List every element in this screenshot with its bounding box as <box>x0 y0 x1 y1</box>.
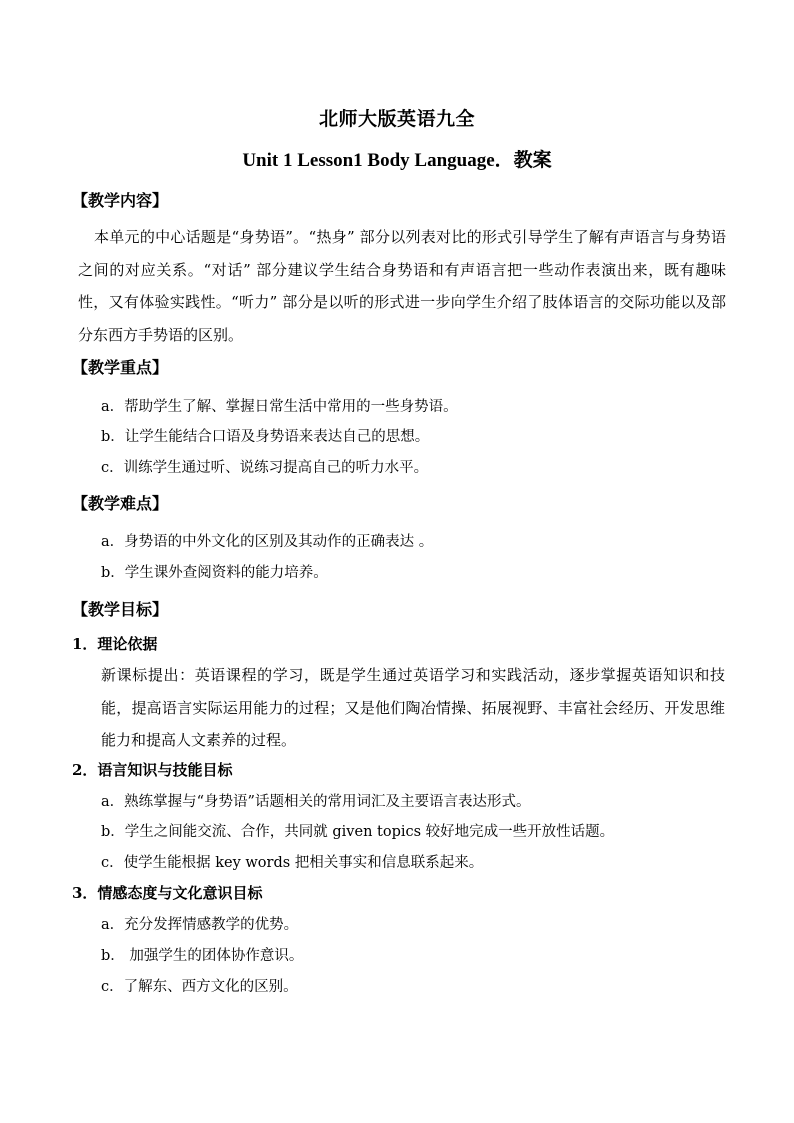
language-goal-item: b．学生之间能交流、合作，共同就 given topics 较好地完成一些开放性话题。 <box>101 824 615 840</box>
section-heading-content: 【教学内容】 <box>72 191 169 210</box>
emotion-goal-item: a．充分发挥情感教学的优势。 <box>101 917 299 933</box>
document-subtitle: Unit 1 Lesson1 Body Language．教案 <box>242 150 552 171</box>
key-point-item: c．训练学生通过听、说练习提高自己的听力水平。 <box>101 460 429 476</box>
goal-subheading-theory: 1．理论依据 <box>72 635 158 653</box>
section-heading-key-points: 【教学重点】 <box>72 358 169 377</box>
key-point-item: a．帮助学生了解、掌握日常生活中常用的一些身势语。 <box>101 399 458 415</box>
emotion-goal-item: b． 加强学生的团体协作意识。 <box>101 948 304 964</box>
section-heading-goals: 【教学目标】 <box>72 600 169 619</box>
section-heading-difficulties: 【教学难点】 <box>72 494 169 513</box>
goal-subheading-language: 2．语言知识与技能目标 <box>72 761 233 779</box>
goal-subheading-emotion: 3．情感态度与文化意识目标 <box>72 884 263 902</box>
content-paragraph: 本单元的中心话题是“身势语”。“热身” 部分以列表对比的形式引导学生了解有声语言与身势语之间的对应关系。“对话” 部分建议学生结合身势语和有声语言把一些动作表演出来，既有趣味性，又有体验实践性。“听力” 部分是以听的形式进一步向学生介绍了肢体语言的交际功能以及部分东西方手势语的区别。 <box>78 228 726 344</box>
emotion-goal-item: c．了解东、西方文化的区别。 <box>101 979 298 995</box>
language-goal-item: a．熟练掌握与“身势语”话题相关的常用词汇及主要语言表达形式。 <box>101 794 531 810</box>
difficulty-item: b．学生课外查阅资料的能力培养。 <box>101 565 328 581</box>
key-point-item: b．让学生能结合口语及身势语来表达自己的思想。 <box>101 429 430 445</box>
theory-paragraph: 新课标提出：英语课程的学习，既是学生通过英语学习和实践活动，逐步掌握英语知识和技能，提高语言实际运用能力的过程；又是他们陶冶情操、拓展视野、丰富社会经历、开发思维能力和提高人文素养的过程。 <box>101 666 725 749</box>
difficulty-item: a．身势语的中外文化的区别及其动作的正确表达 。 <box>101 534 434 550</box>
language-goal-item: c．使学生能根据 key words 把相关事实和信息联系起来。 <box>101 855 484 871</box>
document-title: 北师大版英语九全 <box>318 108 475 130</box>
